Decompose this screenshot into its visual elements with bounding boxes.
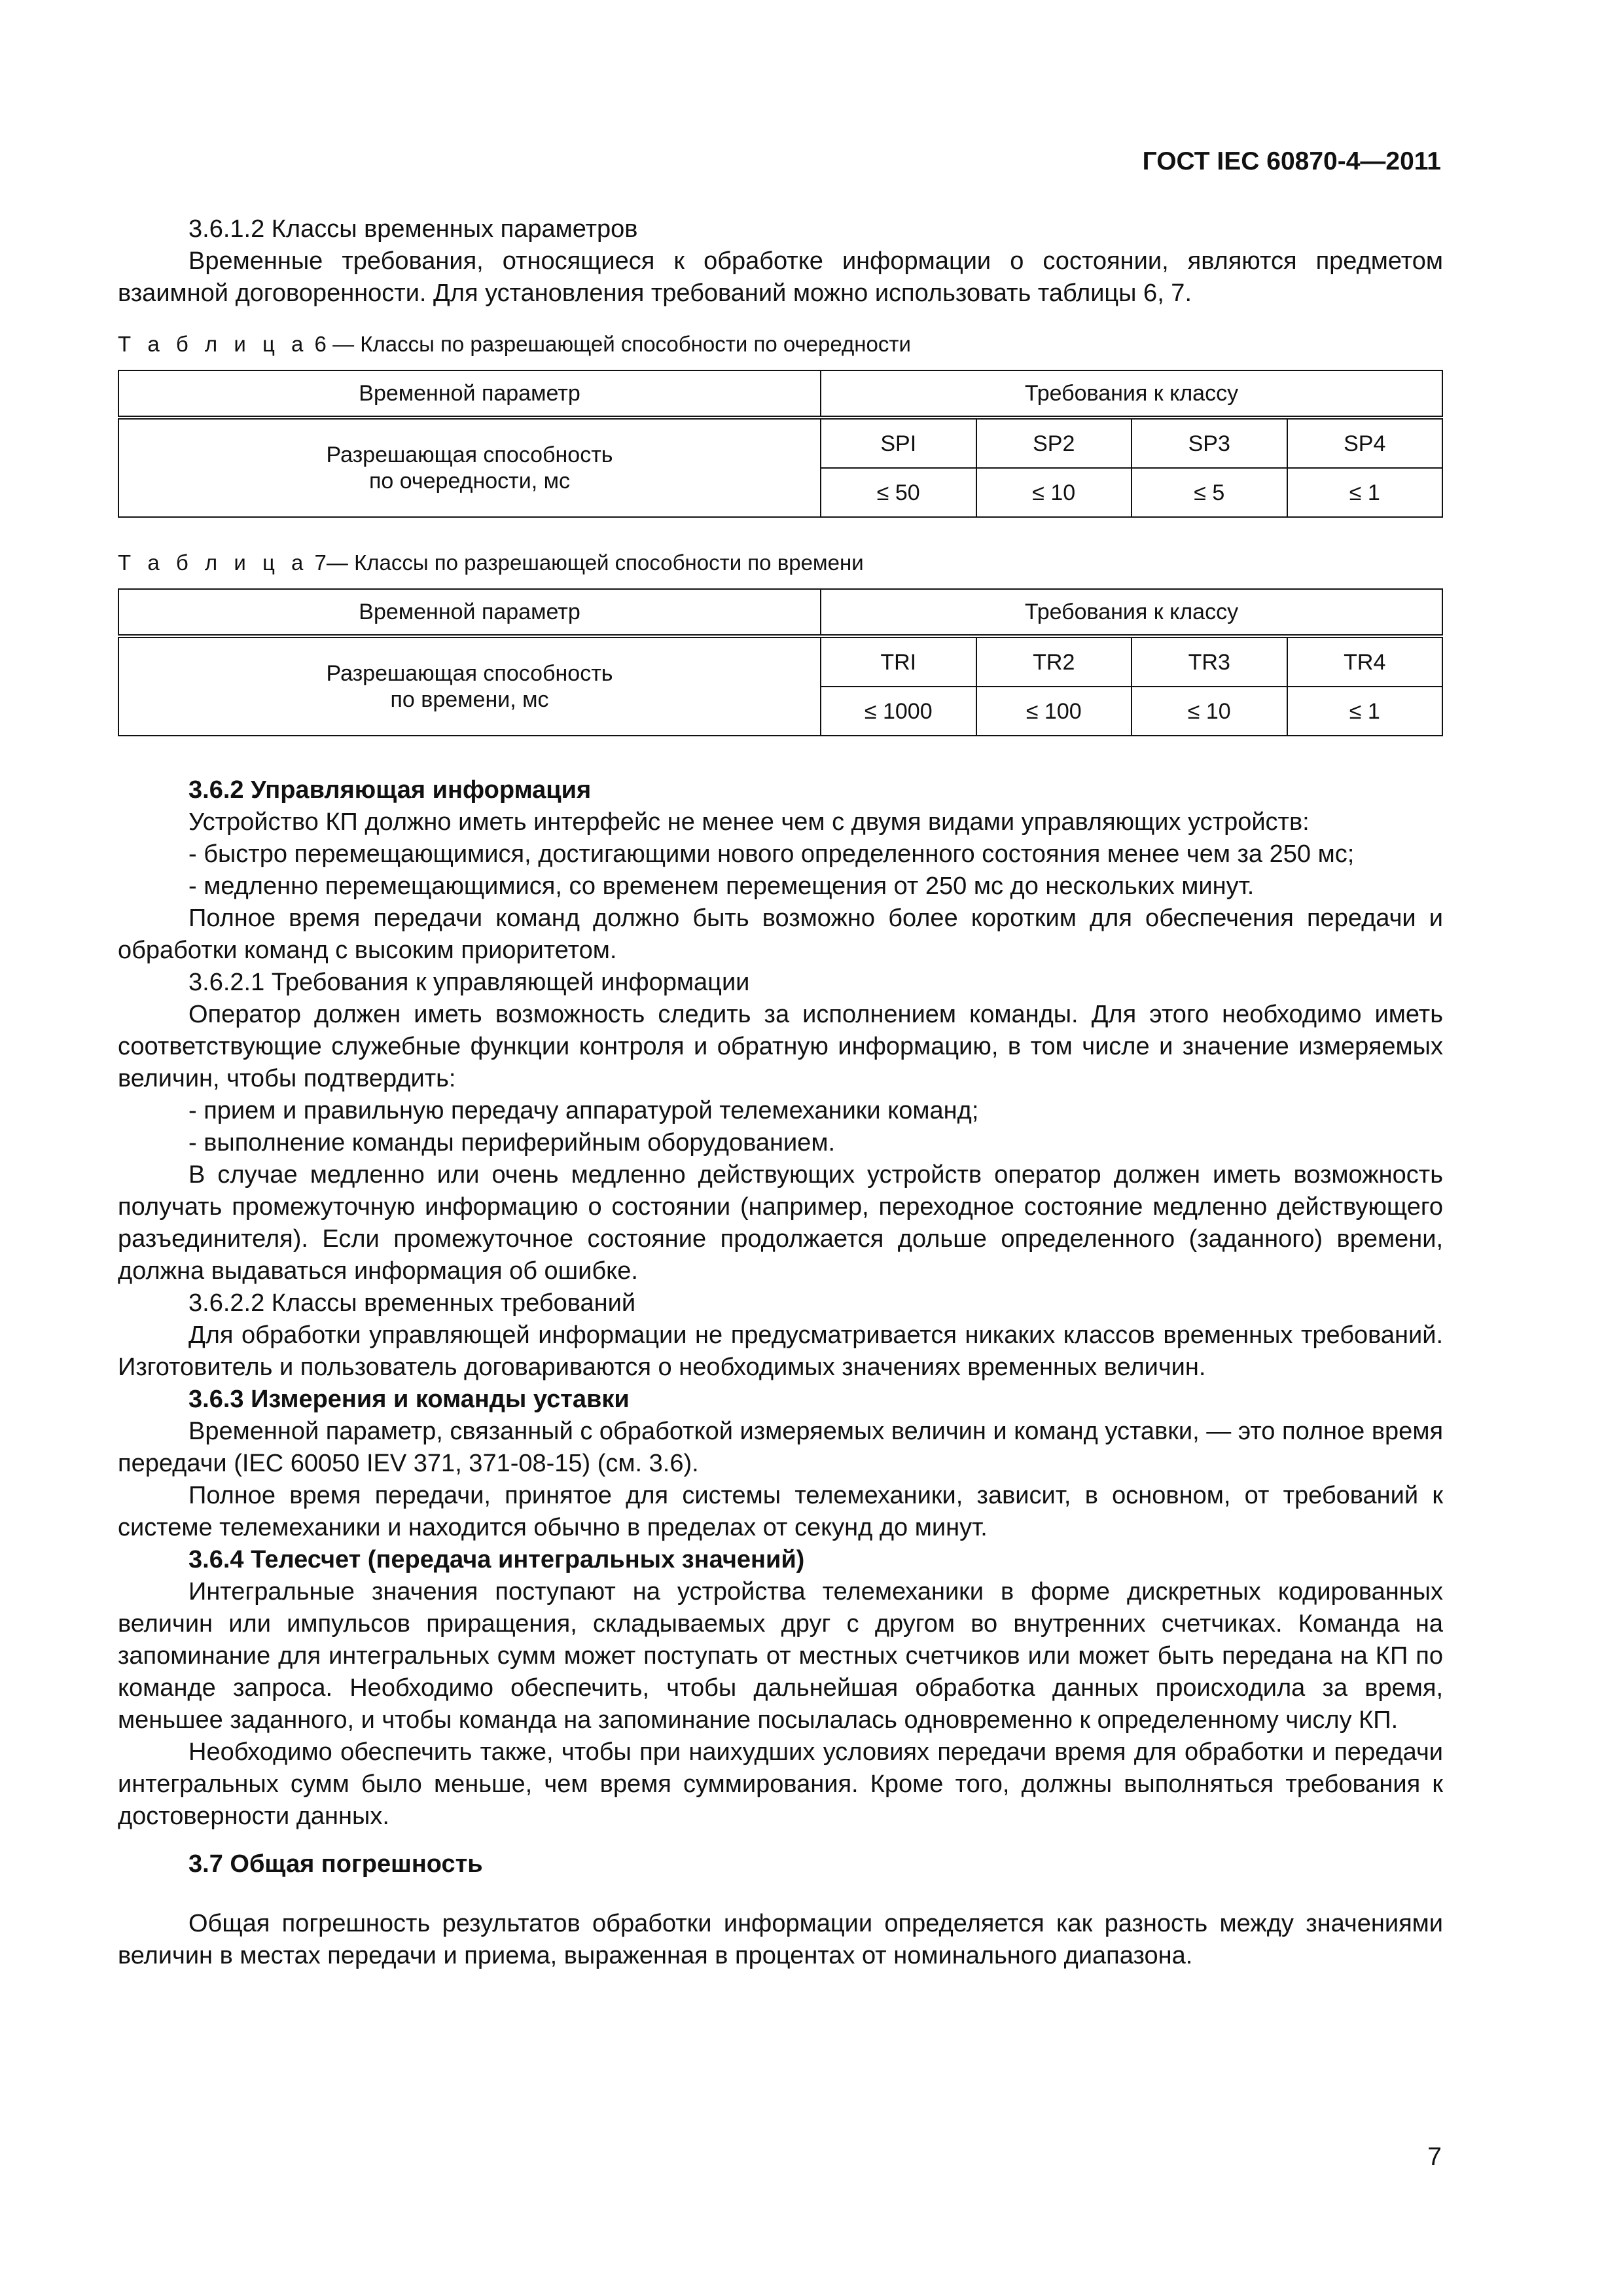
table-6 (118, 370, 1443, 518)
table-7-caption (118, 549, 1443, 577)
class-name-cell: TR2 (976, 636, 1132, 687)
parameter-line: по времени, мс (390, 687, 549, 712)
class-name-cell: TR3 (1132, 636, 1287, 687)
table-header-parameter: Временной параметр (118, 370, 821, 418)
class-value-cell: ≤ 5 (1132, 468, 1287, 517)
class-value-cell: ≤ 1000 (821, 687, 976, 736)
page-number: 7 (1427, 2143, 1442, 2171)
table-caption-prefix: Т а б л и ц а (118, 550, 309, 575)
class-value-cell: ≤ 1 (1287, 687, 1443, 736)
bullet-item: - прием и правильную передачу аппаратурой телемеханики команд; (188, 1097, 979, 1124)
paragraph: Для обработки управляющей информации не предусматривается никаких классов временных требований. Изготовитель и пользователь договариваются о необходимых значениях временных величин. (118, 1321, 1443, 1381)
table-7 (118, 588, 1443, 736)
bullet-item: - выполнение команды периферийным оборудованием. (188, 1129, 835, 1157)
class-name-cell: TRI (821, 636, 976, 687)
class-name-cell: SP3 (1132, 418, 1287, 468)
document-header: ГОСТ IEC 60870-4—2011 (1142, 147, 1441, 175)
table-caption-text: 6 — Классы по разрешающей способности по очередности (308, 332, 911, 356)
class-name-cell: SP2 (976, 418, 1132, 468)
class-name-cell: SPI (821, 418, 976, 468)
section-heading-3-6-2-2: 3.6.2.2 Классы временных требований (188, 1289, 636, 1317)
table-6-caption (118, 331, 1443, 358)
table-header-parameter: Временной параметр (118, 589, 821, 636)
bullet-item: - медленно перемещающимися, со временем перемещения от 250 мс до нескольких минут. (188, 872, 1255, 900)
section-heading-3-6-2-1: 3.6.2.1 Требования к управляющей информации (188, 969, 750, 996)
paragraph: В случае медленно или очень медленно действующих устройств оператор должен иметь возможность получать промежуточную информацию о состоянии (например, переходное состояние медленно действующего разъединителя). Если промежуточное состояние продолжается дольше определенного (заданного) времени, должна выдаваться информация об ошибке. (118, 1161, 1443, 1285)
class-value-cell: ≤ 100 (976, 687, 1132, 736)
section-heading-3-6-2: 3.6.2 Управляющая информация (188, 776, 592, 804)
table-caption-prefix: Т а б л и ц а (118, 332, 309, 356)
paragraph: Интегральные значения поступают на устройства телемеханики в форме дискретных кодированных величин или импульсов приращения, складываемых друг с другом во внутренних счетчиках. Команда на запоминание для интегральных сумм может поступать от местных счетчиков или может быть передана на КП по команде запроса. Необходимо обеспечить, чтобы дальнейшая обработка данных происходила за время, меньшее заданного, и чтобы команда на запоминание посылалась одновременно к определенному числу КП. (118, 1578, 1443, 1734)
section-heading-3-6-1-2: 3.6.1.2 Классы временных параметров (188, 215, 638, 243)
table-parameter-cell (118, 418, 821, 517)
paragraph: Общая погрешность результатов обработки информации определяется как разность между значениями величин в местах передачи и приема, выраженная в процентах от номинального диапазона. (118, 1910, 1443, 1969)
parameter-line: Разрешающая способность (326, 442, 613, 467)
paragraph: Необходимо обеспечить также, чтобы при наихудших условиях передачи время для обработки и передачи интегральных сумм было меньше, чем время суммирования. Кроме того, должны выполняться требования к достоверности данных. (118, 1738, 1443, 1830)
section-heading-3-7: 3.7 Общая погрешность (188, 1850, 483, 1878)
class-value-cell: ≤ 1 (1287, 468, 1443, 517)
class-value-cell: ≤ 10 (1132, 687, 1287, 736)
table-parameter-cell (118, 636, 821, 736)
class-name-cell: TR4 (1287, 636, 1443, 687)
bullet-item: - быстро перемещающимися, достигающими нового определенного состояния менее чем за 250 мс; (188, 840, 1355, 868)
table-header-requirements: Требования к классу (821, 589, 1442, 636)
class-name-cell: SP4 (1287, 418, 1443, 468)
table-header-requirements: Требования к классу (821, 370, 1442, 418)
class-value-cell: ≤ 10 (976, 468, 1132, 517)
paragraph: Полное время передачи, принятое для системы телемеханики, зависит, в основном, от требований к системе телемеханики и находится обычно в пределах от секунд до минут. (118, 1482, 1443, 1541)
class-value-cell: ≤ 50 (821, 468, 976, 517)
table-caption-text: 7— Классы по разрешающей способности по времени (308, 550, 864, 575)
paragraph: Временной параметр, связанный с обработкой измеряемых величин и команд уставки, — это полное время передачи (IEC 60050 IEV 371, 371-08-15) (см. 3.6). (118, 1418, 1444, 1477)
section-heading-3-6-4: 3.6.4 Телесчет (передача интегральных значений) (188, 1546, 805, 1573)
paragraph: Оператор должен иметь возможность следить за исполнением команды. Для этого необходимо иметь соответствующие служебные функции контроля и обратную информацию, в том числе и значение измеряемых величин, чтобы подтвердить: (118, 1001, 1443, 1092)
page-body (118, 213, 1443, 1972)
parameter-line: по очередности, мс (369, 469, 570, 493)
paragraph: Устройство КП должно иметь интерфейс не менее чем с двумя видами управляющих устройств: (188, 808, 1310, 836)
paragraph: Временные требования, относящиеся к обработке информации о состоянии, являются предметом взаимной договоренности. Для установления требований можно использовать таблицы 6, 7. (118, 247, 1443, 307)
section-heading-3-6-3: 3.6.3 Измерения и команды уставки (188, 1386, 630, 1413)
parameter-line: Разрешающая способность (326, 661, 613, 686)
paragraph: Полное время передачи команд должно быть возможно более коротким для обеспечения передачи и обработки команд с высоким приоритетом. (118, 905, 1443, 964)
